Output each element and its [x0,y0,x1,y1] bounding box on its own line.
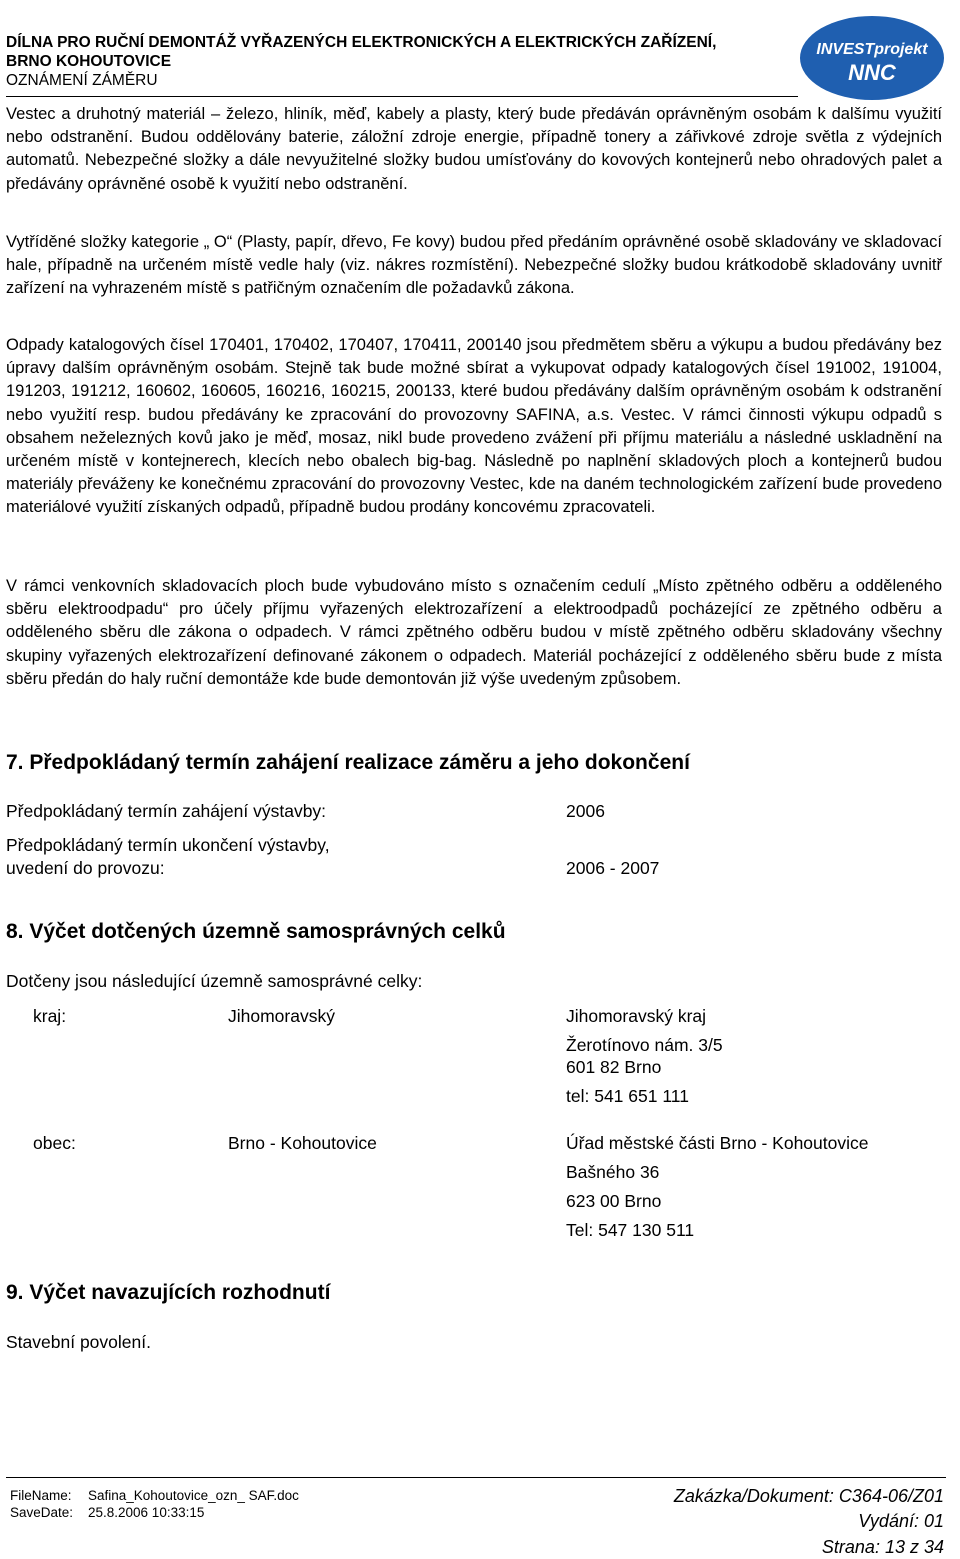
header-subtitle: OZNÁMENÍ ZÁMĚRU [6,72,158,89]
paragraph-3: Odpady katalogových čísel 170401, 170402, 170407, 170411, 200140 jsou předmětem sběru a výkupu a budou předávány bez úpravy dalším oprávněným osobám. Stejně tak bude možné sbírat a vykupovat odpady katalogových čísel 191002, 191004, 191203, 191212, 160602, 160605, 160216, 160215, 200133, které budou předávány dalším oprávněným osobám k odstranění nebo využití resp. budou předávány ke zpracování do provozovny SAFINA, a.s. Vestec. V rámci činnosti výkupu odpadů s obsahem neželezných kovů jako je měď, mosaz, nikl bude provedeno zvážení při příjmu materiálu a následné uskladnění na určeném místě v kontejnerech, klecích nebo obalech big-bag. Následně po naplnění skladových ploch a kontejnerů budou materiály převáženy ke konečnému zpracování do provozovny Vestec, kde na daném technologickém zařízení bude provedeno materiálové využití získaných odpadů, případně budou prodány koncovému zpracovateli. [6,336,942,517]
document-number: Zakázka/Dokument: C364-06/Z01 [673,1486,944,1506]
kraj-label: kraj: [33,1006,67,1026]
header-title-line2: BRNO KOHOUTOVICE [6,53,172,70]
start-label: Předpokládaný termín zahájení výstavby: [6,801,327,821]
savedate-value: 25.8.2006 10:33:15 [88,1505,205,1520]
paragraph-1: Vestec a druhotný materiál – železo, hliník, měď, kabely a plasty, který bude předáván oprávněným osobám k dalšímu využití nebo odstranění. Budou oddělovány baterie, záložní zdroje energie, případně tonery a zářivkové zdroje světla z výdejních automatů. Nebezpečné složky a dále nevyužitelné složky budou umísťovány do kovových kontejnerů nebo ohradových palet a předávány oprávněné osobě k využití nebo odstranění. [6,105,942,193]
kraj-street: Žerotínovo nám. 3/5 [566,1035,723,1055]
section-9-text: Stavební povolení. [6,1332,151,1352]
start-value: 2006 [566,801,605,821]
page-header [6,33,766,90]
section-8-heading: 8. Výčet dotčených územně samosprávných celků [6,920,506,943]
obec-label: obec: [33,1133,76,1153]
logo-text-bottom: NNC [848,60,896,85]
page-number: Strana: 13 z 34 [821,1537,944,1557]
section-8-intro: Dotčeny jsou následující územně samosprávné celky: [6,971,423,991]
issue-number: Vydání: 01 [858,1511,944,1531]
paragraph-4: V rámci venkovních skladovacích ploch bude vybudováno místo s označením cedulí „Místo zpětného odběru a odděleného sběru elektroodpadu“ pro účely příjmu vyřazených elektrozařízení a elektroodpadů pocházející ze zpětného odběru a odděleného sběru dle zákona o odpadech. V rámci zpětného odběru budou v místě zpětného odběru skladovány všechny skupiny vyřazených elektrozařízení definované zákonem o odpadech. Materiál pocházející z odděleného sběru bude z místa sběru předán do haly ruční demontáže kde bude demontován již výše uvedeným způsobem. [6,577,942,688]
section-7-heading: 7. Předpokládaný termín zahájení realizace záměru a jeho dokončení [6,751,690,774]
section-9-heading: 9. Výčet navazujících rozhodnutí [6,1281,331,1304]
obec-phone: Tel: 547 130 511 [566,1220,695,1240]
kraj-office: Jihomoravský kraj [566,1006,707,1026]
savedate-label: SaveDate: [10,1505,74,1520]
paragraph-2: Vytříděné složky kategorie „ O“ (Plasty, papír, dřevo, Fe kovy) budou před předáním oprávněné osobě skladovány ve skladovací hale, případně na určeném místě vedle haly (viz. nákres rozmístění). Nebezpečné složky budou krátkodobě skladovány uvnitř zařízení na vyhrazeném místě s patřičným označením dle požadavků zákona. [6,233,942,298]
company-logo [798,14,946,102]
end-label-line1: Předpokládaný termín ukončení výstavby, [6,835,330,855]
obec-name: Brno - Kohoutovice [228,1133,377,1153]
end-value: 2006 - 2007 [566,858,660,878]
obec-city: 623 00 Brno [566,1191,662,1211]
obec-office: Úřad městské části Brno - Kohoutovice [566,1133,869,1153]
kraj-city: 601 82 Brno [566,1057,662,1077]
filename-label: FileName: [10,1488,72,1503]
filename-value: Safina_Kohoutovice_ozn_ SAF.doc [88,1488,299,1503]
header-divider [6,96,798,97]
logo-text-top: INVESTprojekt [816,41,928,58]
kraj-name: Jihomoravský [228,1006,335,1026]
end-label-line2: uvedení do provozu: [6,858,165,878]
footer-divider [6,1477,946,1478]
kraj-phone: tel: 541 651 111 [566,1086,689,1106]
obec-street: Bašného 36 [566,1162,660,1182]
header-title-line1: DÍLNA PRO RUČNÍ DEMONTÁŽ VYŘAZENÝCH ELEKTRONICKÝCH A ELEKTRICKÝCH ZAŘÍZENÍ, [6,34,717,51]
